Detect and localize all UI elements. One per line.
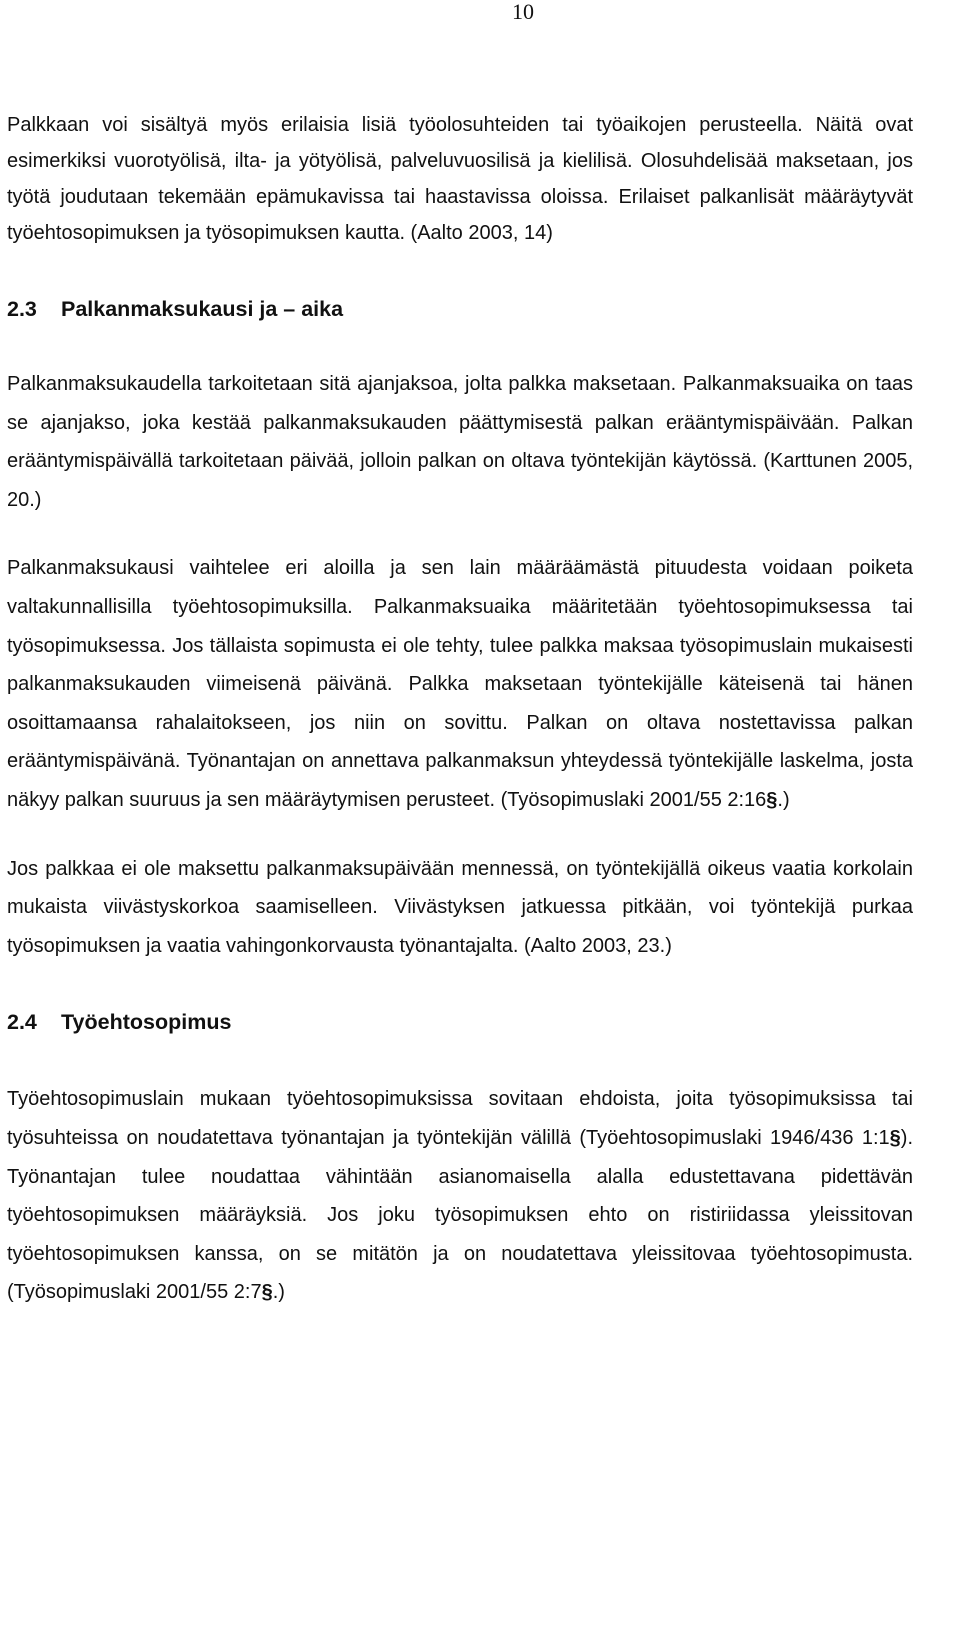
section-heading-2-4 (7, 1008, 913, 1036)
section-number: 2.3 (7, 297, 37, 321)
section-title: Työehtosopimus (61, 1010, 232, 1035)
section-title: Palkanmaksukausi ja – aika (61, 297, 344, 321)
paragraph-text: .) (272, 1281, 285, 1304)
section-sign: § (261, 1281, 273, 1304)
section-sign: § (766, 788, 778, 811)
paragraph-pay-period-definition: Palkanmaksukaudella tarkoitetaan sitä ajanjaksoa, jolta palkka maksetaan. Palkanmaksuaika on taas se ajanjakso, joka kestää palkanmaksukauden päättymisestä palkan erääntymispäivään. Palkan erääntymispäivällä tarkoitetaan päivää, jolloin palkan on oltava työntekijän käytössä. (Karttunen 2005, 20.) (7, 373, 913, 511)
section-sign: § (889, 1126, 901, 1149)
paragraph-text: Työehtosopimuslain mukaan työehtosopimuksissa sovitaan ehdoista, joita työsopimuksissa tai työsuhteissa on noudatettava työnantajan ja työntekijän välillä (Työehtosopimuslaki 1946/436 1:1 (7, 1088, 913, 1149)
paragraph-text: Palkanmaksukausi vaihtelee eri aloilla ja sen lain määräämästä pituudesta voidaan poiketa valtakunnallisilla työehtosopimuksilla. Palkanmaksuaika määritetään työehtosopimuksessa tai työsopimuksessa. Jos tällaista sopimusta ei ole tehty, tulee palkka maksaa työsopimuslain mukaisesti palkanmaksukauden viimeisenä päivänä. Palkka maksetaan työntekijälle käteisenä tai hänen osoittamaansa rahalaitokseen, jos niin on sovittu. Palkan on oltava nostettavissa palkan erääntymispäivänä. Työnantajan on annettava palkanmaksun yhteydessä työntekijälle laskelma, josta näkyy palkan suuruus ja sen määräytymisen perusteet. (Työsopimuslaki 2001/55 2:16 (7, 557, 913, 811)
page-number: 10 (512, 0, 534, 24)
paragraph-late-payment: Jos palkkaa ei ole maksettu palkanmaksupäivään mennessä, on työntekijällä oikeus vaatia korkolain mukaista viivästyskorkoa saamiselleen. Viivästyksen jatkuessa pitkään, voi työntekijä purkaa työsopimuksen ja vaatia vahingonkorvausta työnantajalta. (Aalto 2003, 23.) (7, 857, 913, 957)
paragraph-text: .) (777, 788, 790, 811)
paragraph-salary-supplements: Palkkaan voi sisältyä myös erilaisia lisiä työolosuhteiden tai työaikojen perusteella. Näitä ovat esimerkiksi vuorotyölisä, ilta- ja yötyölisä, palveluvuosilisä ja kielilisä. Olosuhdelisää maksetaan, jos työtä joudutaan tekemään epämukavissa tai haastavissa oloissa. Erilaiset palkanlisät määräytyvät työehtosopimuksen ja työsopimuksen kautta. (Aalto 2003, 14) (7, 114, 913, 244)
page-body (7, 107, 913, 1312)
section-heading-2-3 (7, 295, 913, 323)
paragraph-text: ). Työnantajan tulee noudattaa vähintään asianomaisella alalla edustettavana pidettävän työehtosopimuksen määräyksiä. Jos joku työsopimuksen ehto on ristiriidassa yleissitovan työehtosopimuksen kanssa, on se mitätön ja on noudatettava yleissitovaa työehtosopimusta. (Työsopimuslaki 2001/55 2:7 (7, 1126, 913, 1304)
paragraph-collective-agreement (7, 1080, 913, 1312)
paragraph-pay-period-variation (7, 549, 913, 819)
section-number: 2.4 (7, 1010, 37, 1035)
